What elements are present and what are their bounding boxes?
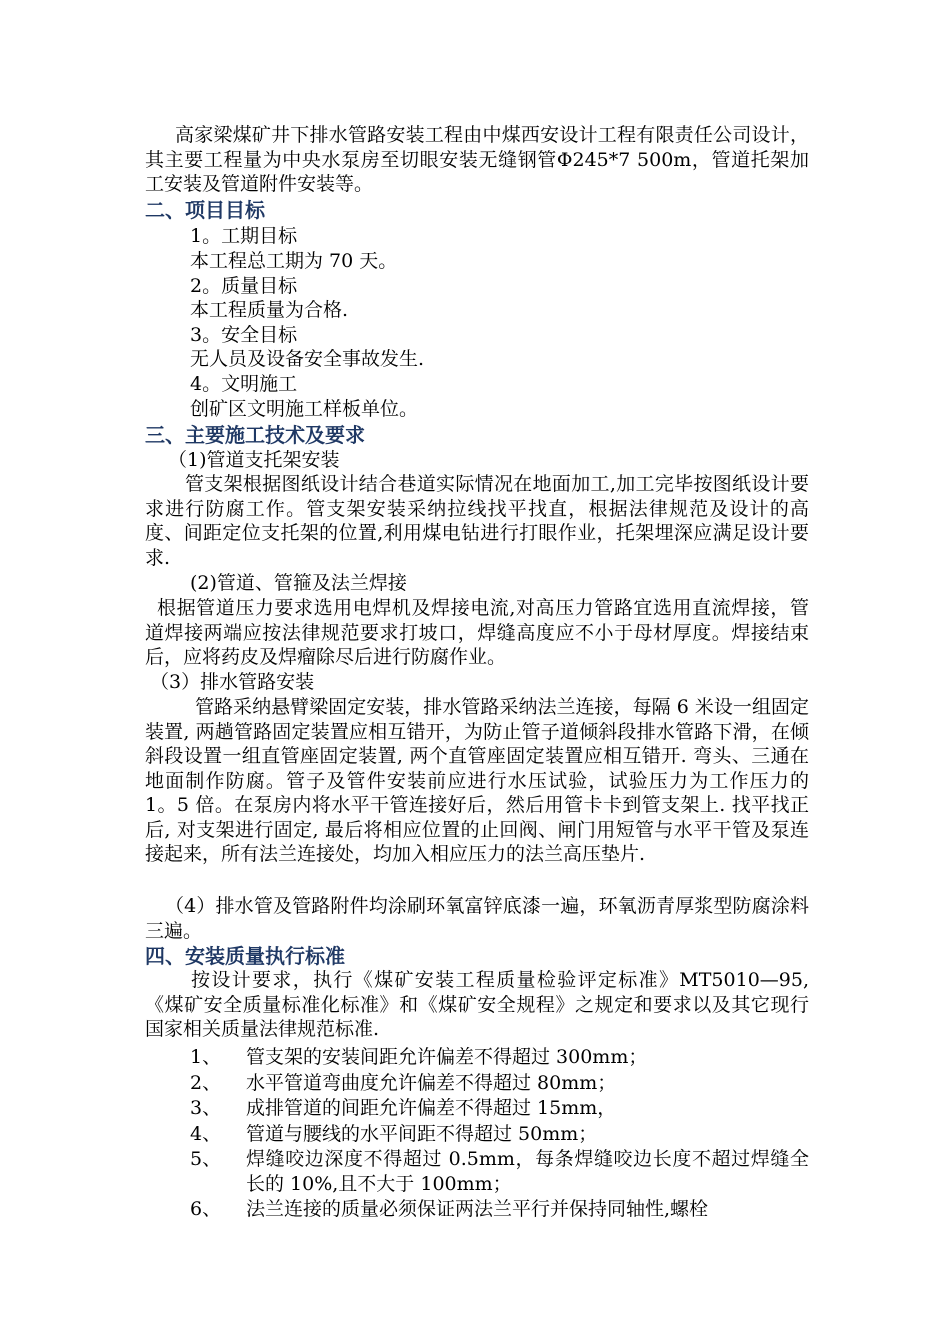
standard-1-text: 管支架的安装间距允许偏差不得超过 300mm； bbox=[246, 1046, 648, 1068]
standard-6-number: 6、 bbox=[190, 1198, 222, 1220]
standard-3-text: 成排管道的间距允许偏差不得超过 15mm， bbox=[246, 1097, 617, 1119]
sub3-title: （3）排水管路安装 bbox=[150, 671, 315, 693]
sub2-body: 根据管道压力要求选用电焊机及焊接电流,对高压力管路宜选用直流焊接，管道焊接两端应按法律规范要求打坡口，焊缝高度应不小于母材厚度。焊接结束后，应将药皮及焊瘤除尽后进行防腐作业。 bbox=[145, 597, 809, 668]
sub3-body: 管路采纳悬臂梁固定安装，排水管路采纳法兰连接，每隔 6 米设一组固定装置, 两趟管路固定装置应相互错开，为防止管子道倾斜段排水管路下滑，在倾斜段设置一组直管座固定装置, 两个直管座固定装置应相互错开. 弯头、三通在地面制作防腐。管子及管件安装前应进行水压试验，试验压力为工作压力的 1。5 倍。在泵房内将水平干管连接好后，然后用管卡卡到管支架上. 找平找正后, 对支架进行固定, 最后将相应位置的止回阀、闸门用短管与水平干管及泵连接起来，所有法兰连接处，均加入相应压力的法兰高压垫片. bbox=[145, 696, 809, 865]
goal-1-title: 1。工期目标 bbox=[190, 225, 298, 247]
section-4-heading: 四、安装质量执行标准 bbox=[145, 944, 345, 968]
standard-4-number: 4、 bbox=[190, 1123, 222, 1145]
goal-1-body: 本工程总工期为 70 天。 bbox=[190, 250, 398, 272]
intro-paragraph: 高家梁煤矿井下排水管路安装工程由中煤西安设计工程有限责任公司设计，其主要工程量为中央水泵房至切眼安装无缝钢管Φ245*7 500m，管道托架加工安装及管道附件安装等。 bbox=[145, 124, 809, 195]
goal-3-body: 无人员及设备安全事故发生. bbox=[190, 348, 425, 370]
standard-6-text: 法兰连接的质量必须保证两法兰平行并保持同轴性,螺栓 bbox=[246, 1198, 709, 1220]
standard-5-text: 焊缝咬边深度不得超过 0.5mm，每条焊缝咬边长度不超过焊缝全长的 10%,且不大于 100mm； bbox=[246, 1148, 809, 1195]
standard-3-number: 3、 bbox=[190, 1097, 222, 1119]
sub1-title: （1)管道支托架安装 bbox=[168, 449, 340, 471]
goal-2-body: 本工程质量为合格. bbox=[190, 299, 349, 321]
standard-2-number: 2、 bbox=[190, 1072, 222, 1094]
sub1-body: 管支架根据图纸设计结合巷道实际情况在地面加工,加工完毕按图纸设计要求进行防腐工作。管支架安装采纳拉线找平找直，根据法律规范及设计的高度、间距定位支托架的位置,利用煤电钻进行打眼作业，托架埋深应满足设计要求. bbox=[145, 473, 809, 569]
standard-1-number: 1、 bbox=[190, 1046, 222, 1068]
goal-3-title: 3。安全目标 bbox=[190, 324, 298, 346]
standard-4-text: 管道与腰线的水平间距不得超过 50mm； bbox=[246, 1123, 598, 1145]
standard-5-number: 5、 bbox=[190, 1148, 222, 1170]
standard-2-text: 水平管道弯曲度允许偏差不得超过 80mm； bbox=[246, 1072, 617, 1094]
goal-4-body: 创矿区文明施工样板单位。 bbox=[190, 398, 419, 420]
goal-2-title: 2。质量目标 bbox=[190, 275, 298, 297]
sub4-body: （4）排水管及管路附件均涂刷环氧富锌底漆一遍，环氧沥青厚浆型防腐涂料三遍。 bbox=[145, 895, 809, 942]
sub2-title: (2)管道、管箍及法兰焊接 bbox=[190, 572, 407, 594]
section-2-heading: 二、项目目标 bbox=[145, 198, 265, 222]
sec4-body: 按设计要求，执行《煤矿安装工程质量检验评定标准》MT5010—95,《煤矿安全质量标准化标准》和《煤矿安全规程》之规定和要求以及其它现行国家相关质量法律规范标准. bbox=[145, 969, 809, 1040]
goal-4-title: 4。文明施工 bbox=[190, 373, 298, 395]
section-3-heading: 三、主要施工技术及要求 bbox=[145, 423, 365, 447]
